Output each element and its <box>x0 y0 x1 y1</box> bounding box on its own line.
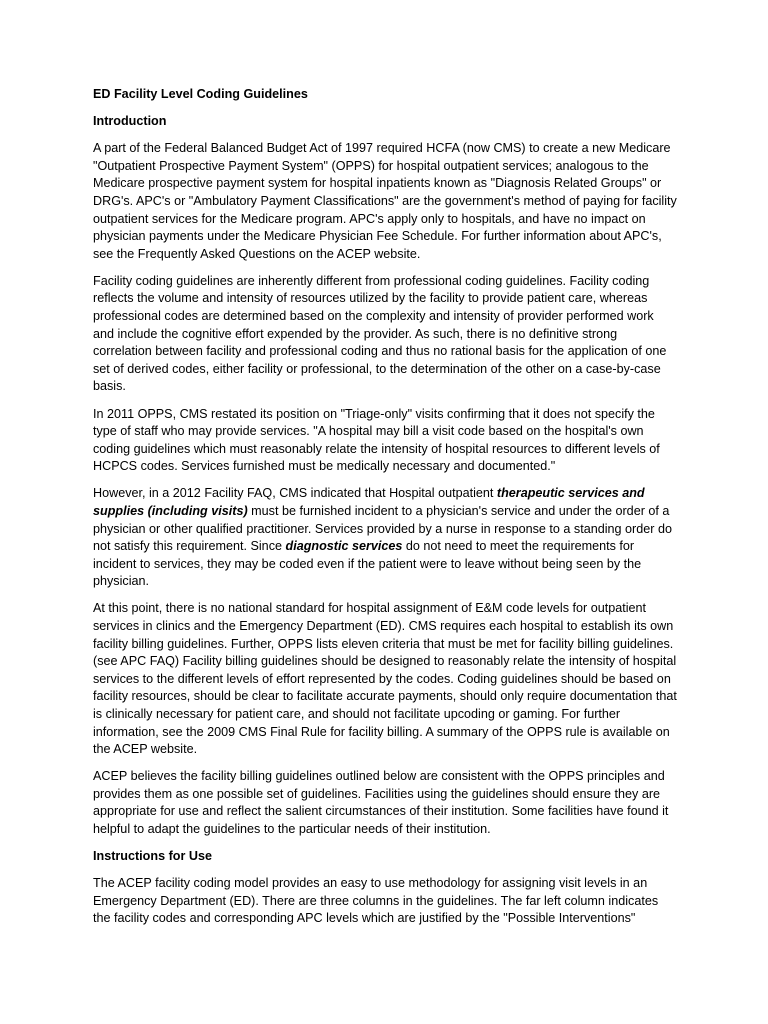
paragraph-triage-only: In 2011 OPPS, CMS restated its position on "Triage-only" visits confirming that it does not specify the type of staff who may provide services. "A hospital may bill a visit code based on the hospital's own coding guidelines which must reasonably relate the intensity of hospital resources to different levels of HCPCS codes. Services furnished must be medically necessary and documented." <box>93 406 660 474</box>
paragraph-acep-beliefs: ACEP believes the facility billing guidelines outlined below are consistent with the OPPS principles and provides them as one possible set of guidelines. Facilities using the guidelines should ensure they are appropriate for use and reflect the salient circumstances of their institution. Some facilities have found it helpful to adapt the guidelines to the particular needs of their institution. <box>93 769 669 837</box>
paragraph-facility-faq-part1: However, in a 2012 Facility FAQ, CMS indicated that Hospital outpatient <box>93 486 497 501</box>
introduction-heading: Introduction <box>93 114 167 129</box>
diagnostic-services-emphasis: diagnostic services <box>285 539 403 554</box>
paragraph-national-standard: At this point, there is no national standard for hospital assignment of E&M code levels for outpatient services in clinics and the Emergency Department (ED). CMS requires each hospital to establish its own facility billing guidelines. Further, OPPS lists eleven criteria that must be met for facility billing guidelines. (see APC FAQ) Facility billing guidelines should be designed to reasonably relate the intensity of hospital services to the different levels of effort represented by the codes. Coding guidelines should be based on facility resources, should be clear to facilitate accurate payments, should only require documentation that is clinically necessary for patient care, and should not facilitate upcoding or gaming. For further information, see the 2009 CMS Final Rule for facility billing. A summary of the OPPS rule is available on the ACEP website. <box>93 601 677 757</box>
paragraph-facility-faq-part2: must be furnished incident to a physician's service and under the order of a physician or other qualified practitioner. Services provided by a nurse in response to a standing order do not satisfy this requirement. Since <box>93 503 672 554</box>
paragraph-instructions: The ACEP facility coding model provides an easy to use methodology for assigning visit levels in an Emergency Department (ED). There are three columns in the guidelines. The far left column indicates the facility codes and corresponding APC levels which are justified by the "Possible Interventions" <box>93 876 659 926</box>
document-title: ED Facility Level Coding Guidelines <box>93 87 308 101</box>
paragraph-opps-background: A part of the Federal Balanced Budget Act of 1997 required HCFA (now CMS) to create a new Medicare "Outpatient Prospective Payment System" (OPPS) for hospital outpatient services; analogous to the Medicare prospective payment system for hospital inpatients known as "Diagnosis Related Groups" or DRG's. APC's or "Ambulatory Payment Classifications" are the government's method of paying for facility outpatient services for the Medicare program. APC's apply only to hospitals, and have no impact on physician payments under the Medicare Physician Fee Schedule. For further information about APC's, see the Frequently Asked Questions on the ACEP website. <box>93 141 677 261</box>
instructions-heading: Instructions for Use <box>93 849 212 864</box>
paragraph-facility-faq <box>93 485 677 591</box>
document-page <box>93 86 677 938</box>
paragraph-facility-vs-professional: Facility coding guidelines are inherently different from professional coding guidelines. Facility coding reflects the volume and intensity of resources utilized by the facility to provide patient care, whereas professional codes are determined based on the complexity and intensity of provider performed work and include the cognitive effort expended by the provider. As such, there is no definitive strong correlation between facility and professional coding and thus no rational basis for the application of one set of derived codes, either facility or professional, to the determination of the other on a case-by-case basis. <box>93 273 667 394</box>
paragraph-facility-faq-part3: do not need to meet the requirements for incident to services, they may be coded even if the patient were to leave without being seen by the physician. <box>93 539 642 589</box>
therapeutic-services-emphasis: therapeutic services and supplies (including visits) <box>93 486 645 518</box>
